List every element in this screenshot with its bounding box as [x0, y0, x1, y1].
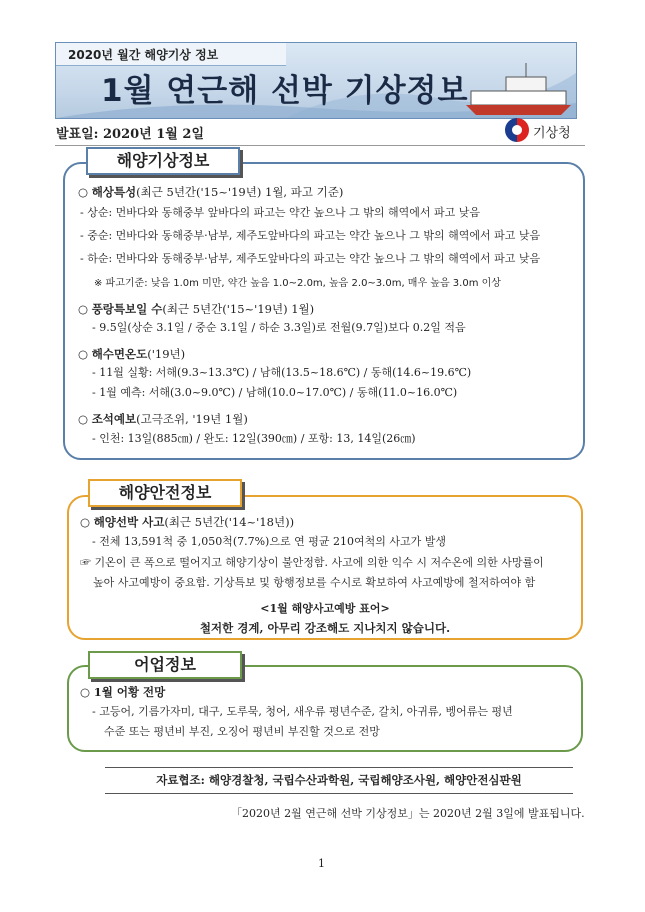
logo-text: 기상청 — [533, 126, 571, 141]
sea-temperature-sub: ('19년) — [147, 347, 186, 361]
wave-height-note: ※ 파고기준: 낮음 1.0m 미만, 약간 높음 1.0~2.0m, 높음 2.0~3.0m, 매우 높음 3.0m 이상 — [94, 278, 501, 289]
publish-date: 발표일: 2020년 1월 2일 — [56, 127, 204, 142]
slogan-text: 철저한 경계, 아무리 강조해도 지나치지 않습니다. — [199, 621, 451, 635]
sea-temperature-title: 해수면온도 — [91, 347, 148, 361]
fishery-outlook-line-1: - 고등어, 기름가자미, 대구, 도루묵, 청어, 새우류 평년수준, 갈치, 아귀류, 벵어류는 평년 — [92, 705, 513, 718]
marine-accident-sub: (최근 5년간('14~'18년)) — [164, 515, 295, 529]
banner-subtitle: 2020년 월간 해양기상 정보 — [68, 48, 219, 62]
sea-temperature-line-1: - 11월 실황: 서해(9.3~13.3℃) / 남해(13.5~18.6℃) / 동해(14.6~19.6℃) — [92, 366, 472, 379]
sea-characteristics-heading: ○ 해상특성(최근 5년간('15~'19년) 1월, 파고 기준) — [78, 185, 344, 199]
sea-characteristics-title: 해상특성 — [91, 185, 137, 199]
header-banner — [55, 42, 577, 119]
tide-forecast-line: - 인천: 13일(885㎝) / 완도: 12일(390㎝) / 포항: 13, 14일(26㎝) — [92, 432, 416, 445]
sea-characteristics-line-3: - 하순: 먼바다와 동해중부·남부, 제주도앞바다의 파고는 약간 높으나 그 밖의 해역에서 파고 낮음 — [80, 252, 541, 265]
next-issue-notice: 「2020년 2월 연근해 선박 기상정보」는 2020년 2월 3일에 발표됩니다. — [231, 807, 585, 820]
storm-warning-days-sub: (최근 5년간('15~'19년) 1월) — [162, 302, 315, 316]
marine-weather-tab: 해양기상정보 — [86, 147, 240, 175]
fishery-outlook-heading: ○ 1월 어황 전망 — [80, 685, 166, 699]
fishery-tab: 어업정보 — [88, 651, 242, 679]
page-number: 1 — [318, 857, 325, 870]
tide-forecast-heading: ○ 조석예보(고극조위, '19년 1월) — [78, 412, 248, 426]
fishery-outlook-title: 1월 어황 전망 — [93, 685, 166, 699]
page-title: 1월 연근해 선박 기상정보 — [101, 73, 469, 109]
tide-forecast-sub: (고극조위, '19년 1월) — [136, 412, 248, 426]
sea-characteristics-line-1: - 상순: 먼바다와 동해중부 앞바다의 파고는 약간 높으나 그 밖의 해역에서 파고 낮음 — [80, 206, 481, 219]
sea-temperature-heading: ○ 해수면온도('19년) — [78, 347, 186, 361]
storm-warning-days-heading: ○ 풍랑특보일 수(최근 5년간('15~'19년) 1월) — [78, 302, 315, 316]
marine-accident-heading: ○ 해양선박 사고(최근 5년간('14~'18년)) — [80, 515, 295, 529]
kma-emblem-icon — [505, 118, 529, 142]
sea-temperature-line-2: - 1월 예측: 서해(3.0~9.0℃) / 남해(10.0~17.0℃) / 동해(11.0~16.0℃) — [92, 386, 458, 399]
marine-safety-tab: 해양안전정보 — [88, 479, 242, 507]
fishery-outlook-line-2: 수준 또는 평년비 부진, 오징어 평년비 부진할 것으로 전망 — [104, 725, 380, 738]
storm-warning-days-title: 풍랑특보일 수 — [91, 302, 163, 316]
cooperation-text: 자료협조: 해양경찰청, 국립수산과학원, 국립해양조사원, 해양안전심판원 — [156, 773, 522, 787]
marine-accident-line-2: ☞ 기온이 큰 폭으로 떨어지고 해양기상이 불안정함. 사고에 의한 익수 시 저수온에 의한 사망률이 — [80, 556, 544, 569]
marine-accident-title: 해양선박 사고 — [93, 515, 165, 529]
cooperation-bottom-rule — [105, 793, 573, 794]
header-divider — [55, 145, 585, 146]
marine-accident-line-3: 높아 사고예방이 중요함. 기상특보 및 항행정보를 수시로 확보하여 사고예방에 철저하여야 함 — [93, 576, 536, 589]
storm-warning-days-line: - 9.5일(상순 3.1일 / 중순 3.1일 / 하순 3.3일)로 전월(9.7일)보다 0.2일 적음 — [92, 321, 466, 334]
marine-accident-line-1: - 전체 13,591척 중 1,050척(7.7%)으로 연 평균 210여척의 사고가 발생 — [92, 535, 446, 548]
sea-characteristics-line-2: - 중순: 먼바다와 동해중부·남부, 제주도앞바다의 파고는 약간 높으나 그 밖의 해역에서 파고 낮음 — [80, 229, 541, 242]
cooperation-top-rule — [105, 767, 573, 768]
sea-characteristics-sub: (최근 5년간('15~'19년) 1월, 파고 기준) — [136, 185, 344, 199]
tide-forecast-title: 조석예보 — [91, 412, 137, 426]
kma-logo — [505, 118, 585, 144]
slogan-title: <1월 해양사고예방 표어> — [260, 602, 390, 615]
